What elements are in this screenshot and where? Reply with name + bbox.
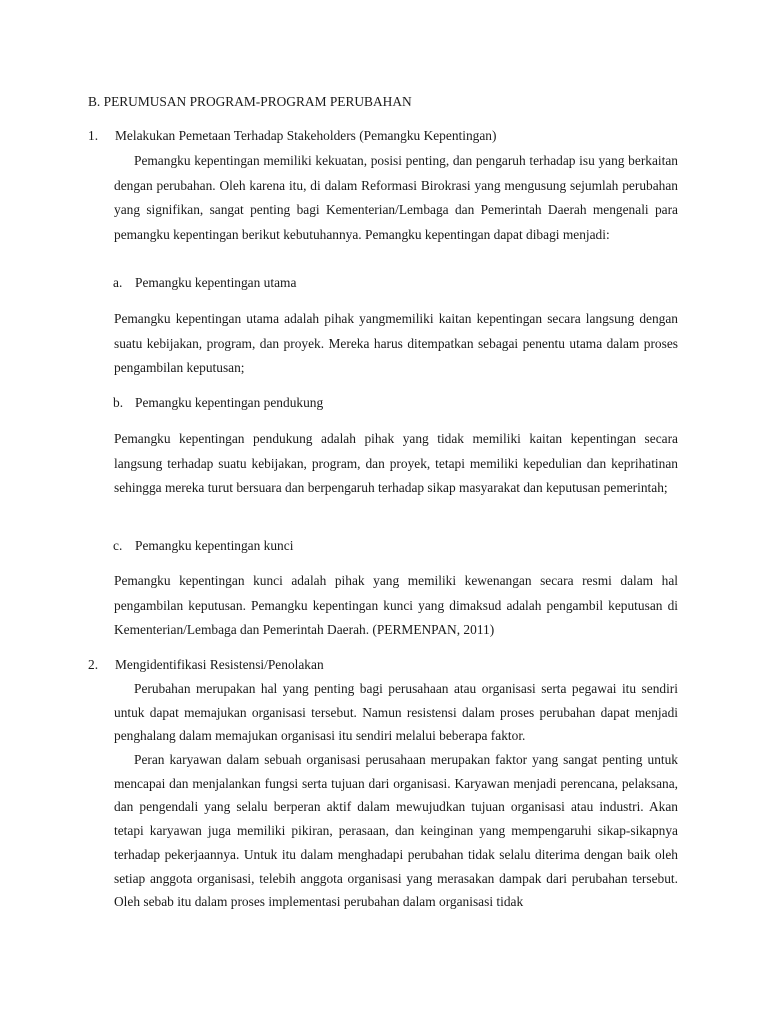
- section-2-paragraph-2: Peran karyawan dalam sebuah organisasi perusahaan merupakan faktor yang sangat penting untuk mencapai dan menjalankan fungsi serta tujuan dari organisasi. Karyawan menjadi perencana, pelaksana, dan pengendali yang selalu berperan aktif dalam mewujudkan tujuan organisasi atau industri. Akan tetapi karyawan juga memiliki pikiran, perasaan, dan keinginan yang mempengaruhi sikap-sikapnya terhadap pekerjaannya. Untuk itu dalam menghadapi perubahan tidak selalu diterima dengan baik oleh setiap anggota organisasi, telebih anggota organisasi yang merasakan dampak dari perubahan tersebut. Oleh sebab itu dalam proses implementasi perubahan dalam organisasi tidak: [114, 752, 678, 910]
- item-c-letter: c.: [113, 538, 123, 553]
- section-heading: B. PERUMUSAN PROGRAM-PROGRAM PERUBAHAN: [88, 94, 412, 109]
- section-2-paragraph-1: Perubahan merupakan hal yang penting bagi perusahaan atau organisasi serta pegawai itu sendiri untuk dapat memajukan organisasi tersebut. Namun resistensi dalam proses perubahan dapat menjadi penghalang dalam memajukan organisasi itu sendiri melalui beberapa faktor.: [114, 681, 678, 744]
- item-a-title-row: [113, 273, 296, 293]
- item-b-title-row: [113, 393, 323, 413]
- section-2-title-row: [88, 655, 680, 675]
- item-a-text: Pemangku kepentingan utama adalah pihak yangmemiliki kaitan kepentingan secara langsung dengan suatu kebijakan, program, dan proyek. Mereka harus ditempatkan sebagai penentu utama dalam proses pengambilan keputusan;: [114, 311, 678, 375]
- item-c-title: Pemangku kepentingan kunci: [135, 538, 294, 553]
- item-a-letter: a.: [113, 275, 123, 290]
- item-c-text: Pemangku kepentingan kunci adalah pihak yang memiliki kewenangan secara resmi dalam hal pengambilan keputusan. Pemangku kepentingan kunci yang dimaksud adalah pengambil keputusan di Kementerian/Lembaga dan Pemerintah Daerah. (PERMENPAN, 2011): [114, 573, 678, 637]
- item-a-title: Pemangku kepentingan utama: [135, 275, 297, 290]
- section-1-title: Melakukan Pemetaan Terhadap Stakeholders (Pemangku Kepentingan): [115, 128, 497, 143]
- section-2-number: 2.: [88, 657, 99, 672]
- section-1-intro: Pemangku kepentingan memiliki kekuatan, posisi penting, dan pengaruh terhadap isu yang berkaitan dengan perubahan. Oleh karena itu, di dalam Reformasi Birokrasi yang mengusung sejumlah perubahan yang signifikan, sangat penting bagi Kementerian/Lembaga dan Pemerintah Daerah mengenali para pemangku kepentingan berikut kebutuhannya. Pemangku kepentingan dapat dibagi menjadi:: [114, 153, 678, 242]
- item-b-text: Pemangku kepentingan pendukung adalah pihak yang tidak memiliki kaitan kepentingan secara langsung terhadap suatu kebijakan, program, dan proyek, tetapi memiliki kepedulian dan keprihatinan sehingga mereka turut bersuara dan berpengaruh terhadap sikap masyarakat dan keputusan pemerintah;: [114, 431, 678, 495]
- item-b-title: Pemangku kepentingan pendukung: [135, 395, 324, 410]
- section-2-title: Mengidentifikasi Resistensi/Penolakan: [115, 657, 324, 672]
- item-b-letter: b.: [113, 395, 124, 410]
- section-1-number: 1.: [88, 128, 99, 143]
- section-1-title-row: [88, 126, 680, 146]
- item-c-title-row: [113, 536, 293, 556]
